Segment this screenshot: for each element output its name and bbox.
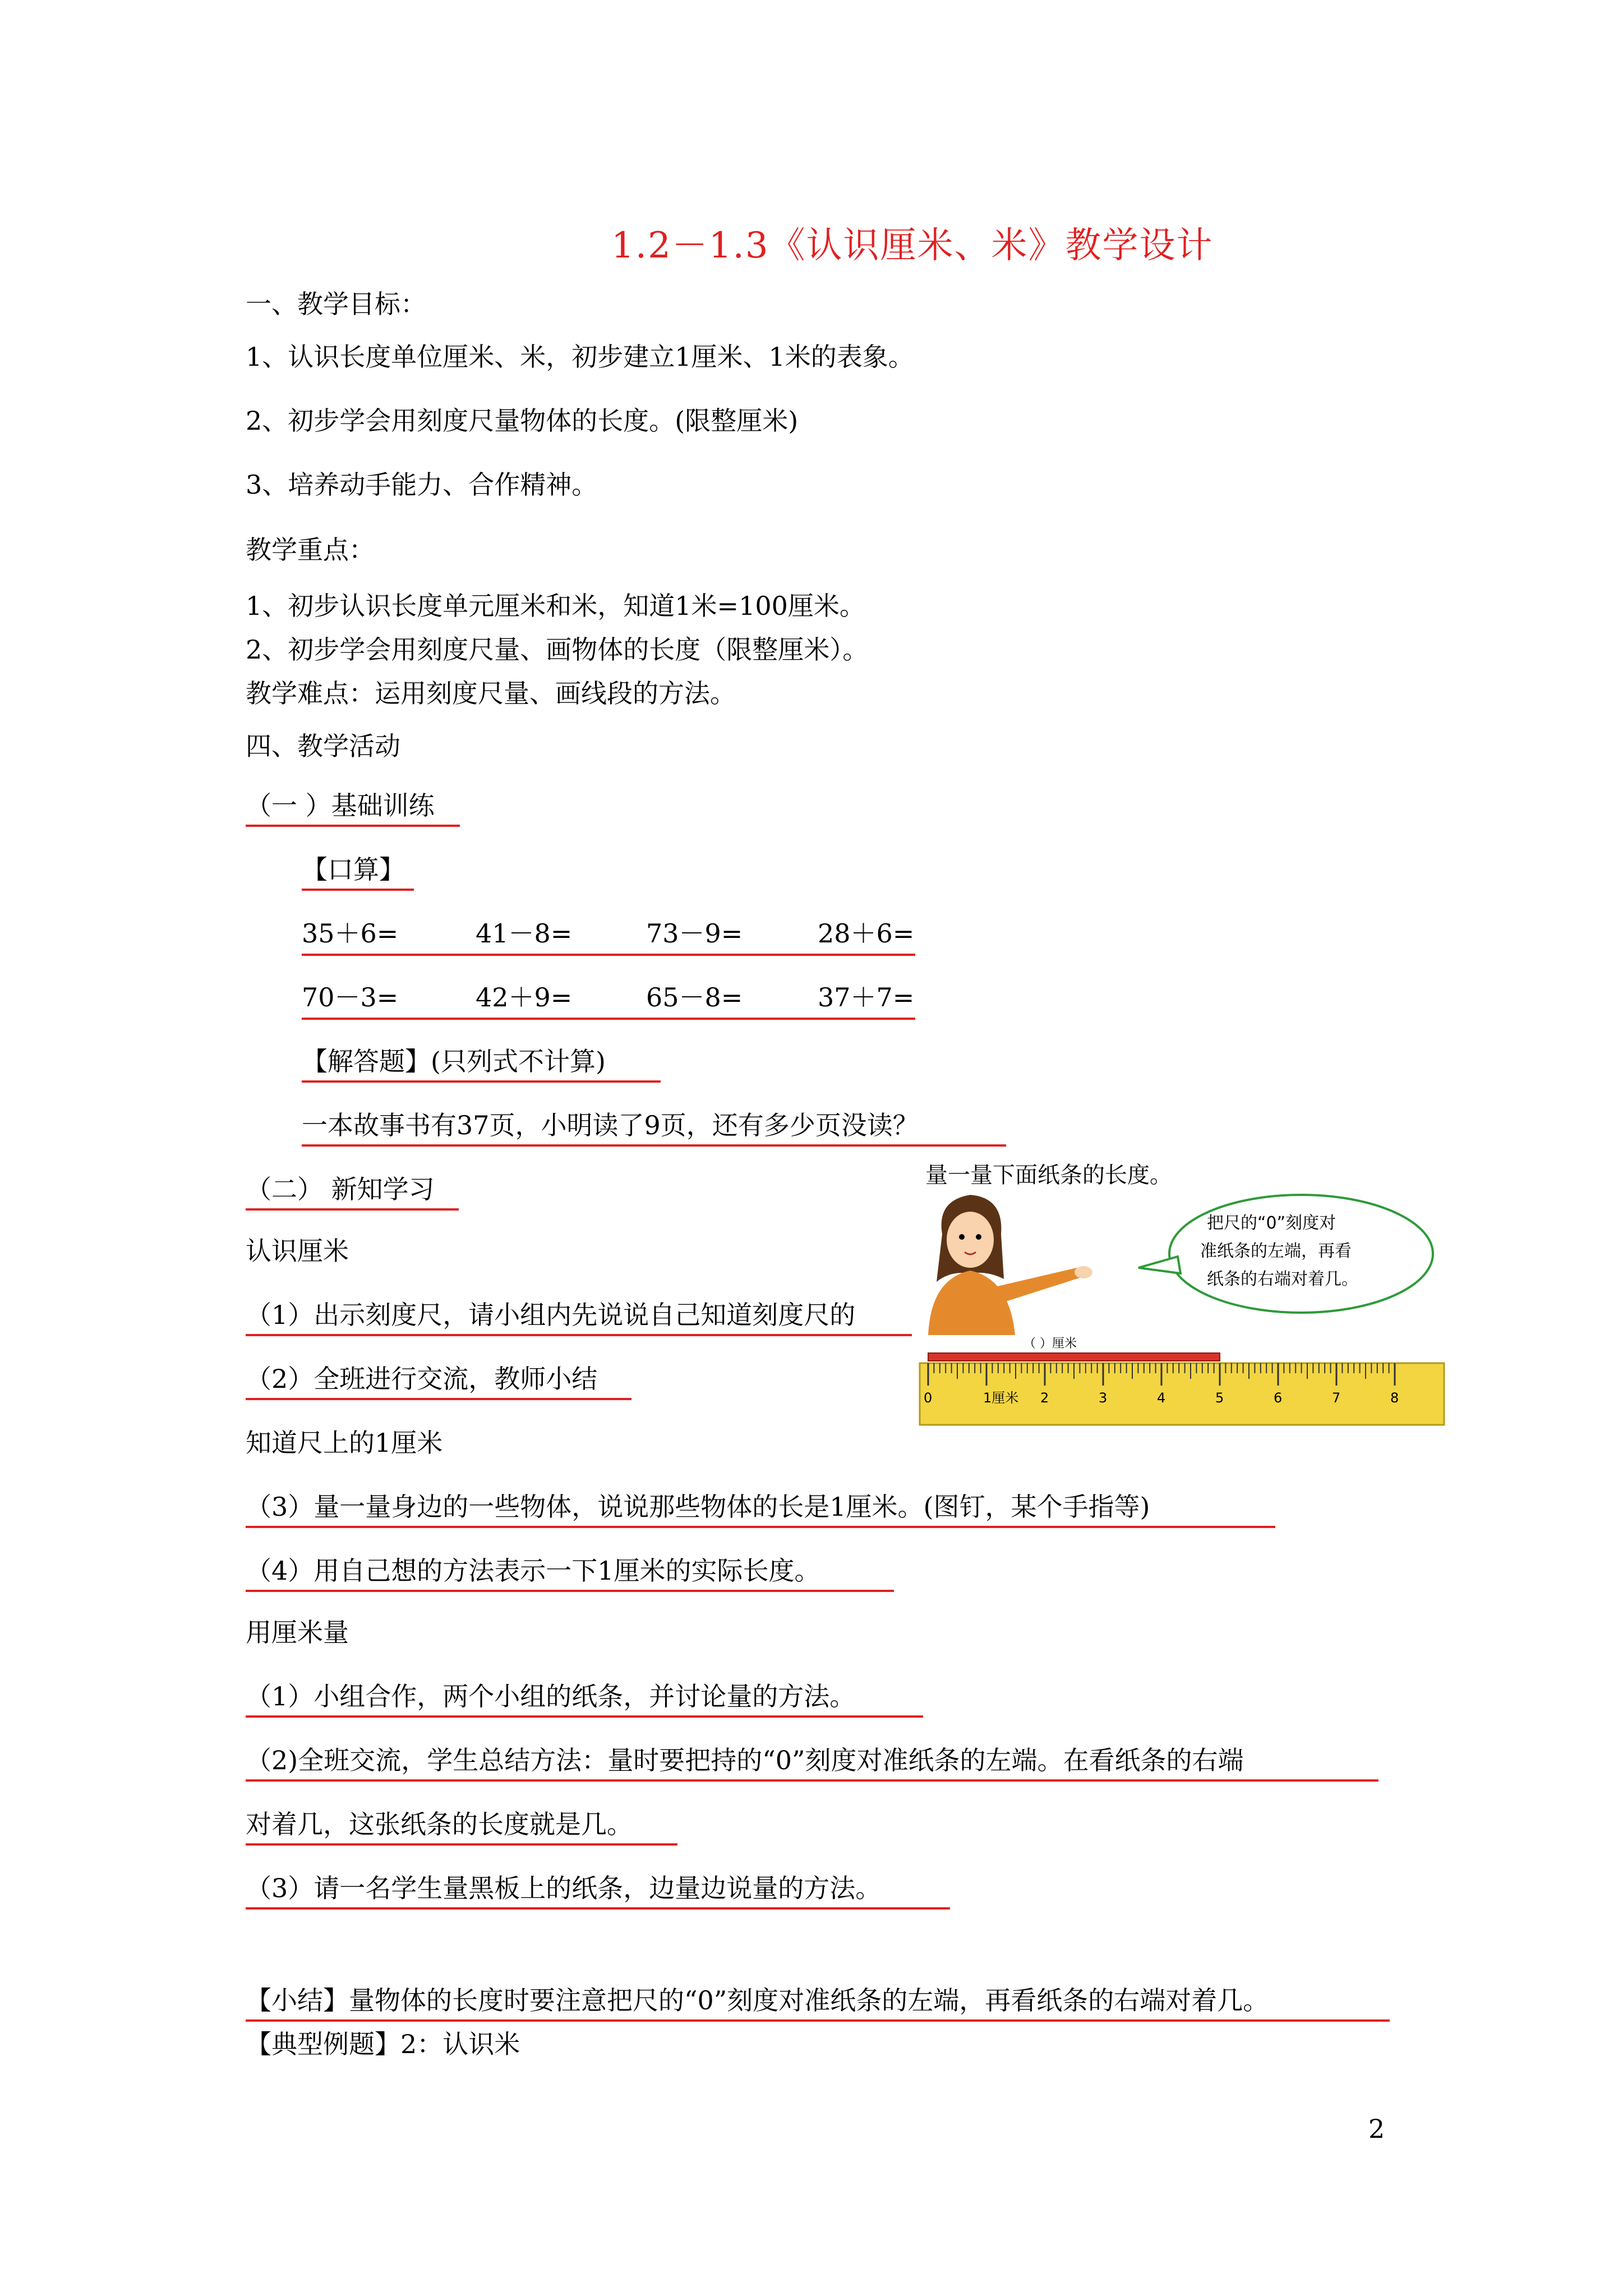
ruler-number: 0 [924, 1390, 933, 1406]
oral-item: 28＋6= [818, 918, 915, 949]
ruler-number: 5 [1215, 1390, 1224, 1406]
ruler-number: 3 [1099, 1390, 1108, 1406]
step-3: （3）量一量身边的一些物体，说说那些物体的长是1厘米。(图钉，某个手指等) [246, 1490, 1275, 1528]
know-1cm: 知道尺上的1厘米 [246, 1428, 443, 1458]
underline [302, 954, 915, 956]
goal-2: 2、初步学会用刻度尺量物体的长度。(限整厘米) [246, 406, 799, 436]
oral-calc-row-2 [302, 981, 915, 1020]
word-problem-heading: 【解答题】(只列式不计算) [302, 1045, 661, 1083]
new-knowledge-heading: （二） 新知学习 [246, 1172, 459, 1211]
know-cm-heading: 认识厘米 [246, 1236, 349, 1266]
measure-3: （3）请一名学生量黑板上的纸条，边量边说量的方法。 [246, 1871, 950, 1910]
typical-example: 【典型例题】2：认识米 [246, 2029, 520, 2059]
ruler-number: 4 [1157, 1390, 1166, 1406]
step-2: （2）全班进行交流，教师小结 [246, 1362, 631, 1400]
svg-text:把尺的“0”刻度对: 把尺的“0”刻度对 [1207, 1213, 1336, 1233]
page-title: 1.2－1.3《认识厘米、米》教学设计 [611, 225, 1214, 266]
goal-3: 3、培养动手能力、合作精神。 [246, 470, 598, 500]
ruler-number: 8 [1390, 1390, 1399, 1406]
measure-2: （2)全班交流，学生总结方法：量时要把持的“0”刻度对准纸条的左端。在看纸条的右端 [246, 1743, 1378, 1782]
paper-strip [928, 1353, 1220, 1361]
goal-1: 1、认识长度单位厘米、米，初步建立1厘米、1米的表象。 [246, 342, 914, 372]
activity-heading: 四、教学活动 [246, 731, 400, 761]
ruler-number: 2 [1040, 1390, 1049, 1406]
difficulty: 教学难点：运用刻度尺量、画线段的方法。 [246, 678, 736, 708]
measure-heading: 用厘米量 [246, 1617, 349, 1648]
oral-calc-heading: 【口算】 [302, 853, 414, 891]
speech-bubble [1138, 1195, 1433, 1313]
underline [302, 1018, 915, 1020]
goals-heading: 一、教学目标： [246, 289, 426, 319]
oral-item: 42＋9= [476, 982, 573, 1013]
oral-item: 73－9= [646, 918, 743, 949]
girl-figure [928, 1195, 1092, 1335]
ruler-number: 7 [1332, 1390, 1341, 1406]
oral-item: 65－8= [646, 982, 743, 1013]
measure-1: （1）小组合作，两个小组的纸条，并讨论量的方法。 [246, 1680, 923, 1718]
ruler-illustration [909, 1150, 1453, 1436]
strip-label: （ ）厘米 [1023, 1337, 1077, 1351]
figure-caption: 量一量下面纸条的长度。 [925, 1162, 1172, 1188]
ruler-number: 1厘米 [983, 1390, 1019, 1406]
oral-item: 37＋7= [818, 982, 915, 1013]
key-point-2: 2、初步学会用刻度尺量、画物体的长度（限整厘米）。 [246, 634, 869, 665]
ruler-number: 6 [1274, 1390, 1283, 1406]
key-points-heading: 教学重点： [246, 535, 375, 565]
step-1: （1）出示刻度尺，请小组内先说说自己知道刻度尺的 [246, 1298, 912, 1336]
oral-item: 70－3= [302, 982, 399, 1013]
basic-training-heading: （一 ）基础训练 [246, 789, 460, 827]
svg-text:准纸条的左端，再看: 准纸条的左端，再看 [1200, 1241, 1352, 1261]
page-number: 2 [1368, 2114, 1385, 2144]
step-4: （4）用自己想的方法表示一下1厘米的实际长度。 [246, 1554, 894, 1592]
oral-item: 41－8= [476, 918, 573, 949]
svg-text:纸条的右端对着几。: 纸条的右端对着几。 [1207, 1269, 1358, 1289]
oral-calc-row-1 [302, 917, 915, 956]
measure-2-cont: 对着几，这张纸条的长度就是几。 [246, 1807, 677, 1846]
word-problem: 一本故事书有37页，小明读了9页，还有多少页没读？ [302, 1108, 1006, 1147]
key-point-1: 1、初步认识长度单元厘米和米，知道1米=100厘米。 [246, 591, 865, 621]
oral-item: 35＋6= [302, 918, 399, 949]
summary: 【小结】量物体的长度时要注意把尺的“0”刻度对准纸条的左端，再看纸条的右端对着几。 [246, 1984, 1390, 2022]
